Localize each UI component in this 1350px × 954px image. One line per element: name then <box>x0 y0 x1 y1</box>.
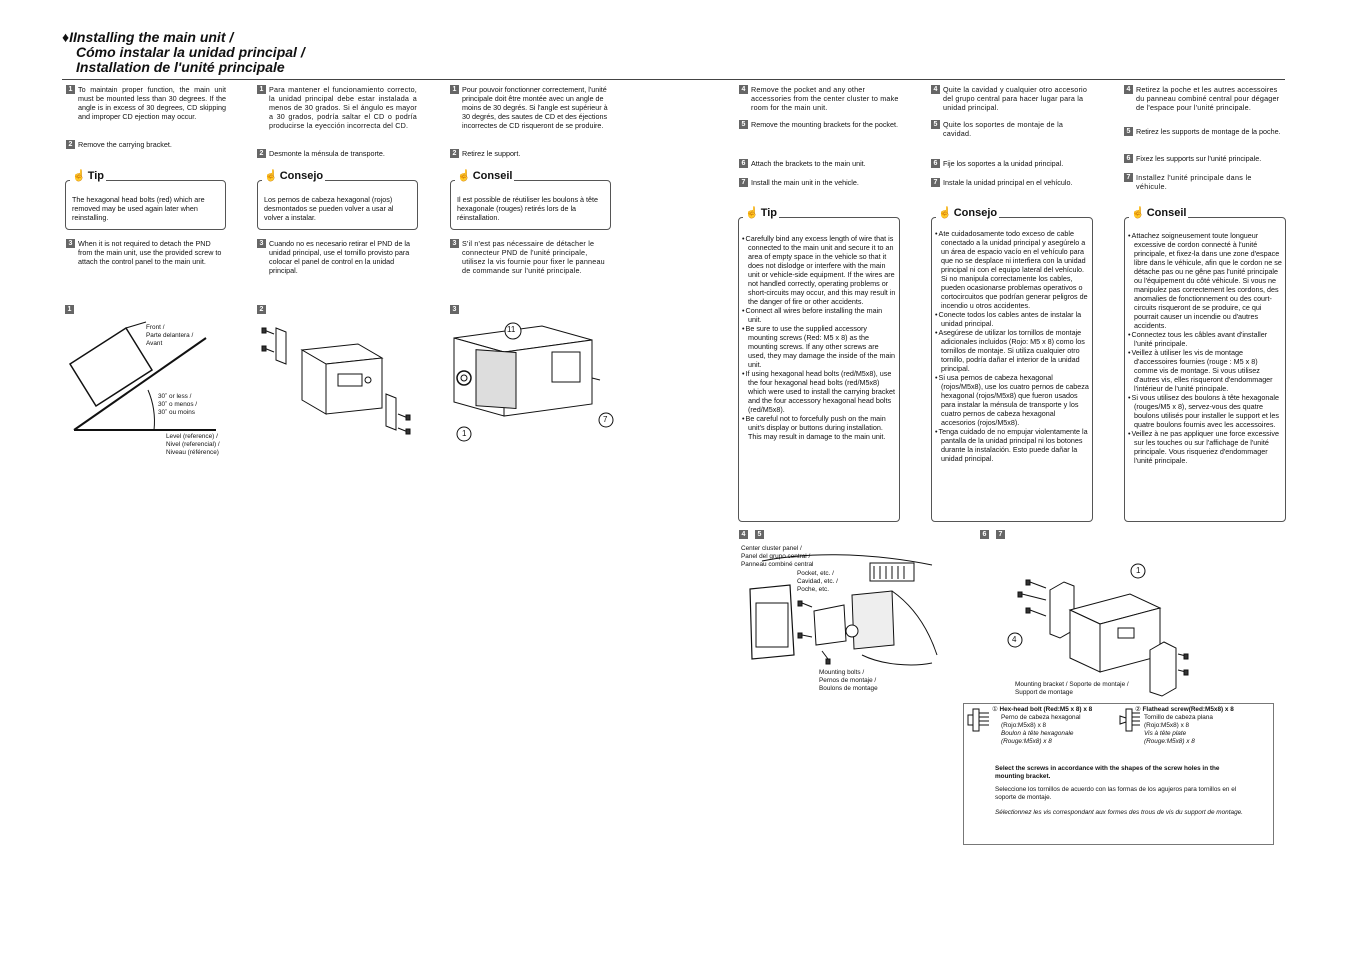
step-number: 7 <box>739 178 748 187</box>
step-text: Installez l'unité principale dans le véhicule. <box>1136 173 1252 191</box>
tip-item: • Si usa pernos de cabeza hexagonal (rojos/M5x8), use los cuatro pernos de cabeza hexagonal (rojos/M5x8) que fueron usados para instalar la ménsula de transporte y los cuatro pernos de cabeza hexagonal accesorios (rojos/M5x8). <box>935 373 1089 427</box>
tip-header: ☝ Consejo <box>938 207 998 219</box>
tip-item: • Connectez tous les câbles avant d'installer l'unité principale. <box>1128 330 1282 348</box>
step-number: 5 <box>931 120 940 129</box>
step-text: Install the main unit in the vehicle. <box>751 178 859 187</box>
step-text: Retirez la poche et les autres accessoires du panneau combiné central pour dégager de l'espace pour l'unité principale. <box>1136 85 1280 112</box>
step-6-es <box>931 159 1091 168</box>
step-number: 3 <box>66 239 75 248</box>
tip-item: • Attachez soigneusement toute longueur excessive de cordon connecté à l'unité principale, et fixez-la dans une zone d'espace libre dans le véhicule, afin que le cordon ne se détache pas ou ne gêne pas l'unité principale ou l'équipement du côté véhicule. Si vous ne manipulez pas correctement les cordons, des anomalies de fonctionnement ou des court-circuits risqueront de se produire, ce qui pourrait causer un incendie ou d'autres accidents. <box>1128 231 1282 330</box>
tip-item: • Tenga cuidado de no empujar violentamente la pantalla de la unidad principal ni los botones durante la instalación. Esto puede dañar la unidad principal. <box>935 427 1089 463</box>
step-number: 6 <box>1124 154 1133 163</box>
tip-header: ☝ Consejo <box>264 170 324 182</box>
tip-list <box>742 234 896 441</box>
step-text: Instale la unidad principal en el vehículo. <box>943 178 1073 187</box>
hand-pointer-icon: ☝ <box>1131 207 1145 219</box>
hex-bolt-text: ① Hex-head bolt (Red:M5 x 8) x 8 Perno de cabeza hexagonal (Rojo:M5x8) x 8 Boulon à tête hexagonale (Rouge:M5x8) x 8 <box>992 706 1093 745</box>
step-number: 6 <box>739 159 748 168</box>
tip-item: • Be careful not to forcefully push on the main unit's display or buttons during installation. This may result in damage to the main unit. <box>742 414 896 441</box>
step-text: Remove the pocket and any other accessories from the center cluster to make room for the main unit. <box>751 85 899 112</box>
screw-note-es: Seleccione los tornillos de acuerdo con las formas de los agujeros para tornillos en el soporte de montaje. <box>995 786 1237 801</box>
bracket-attach-diagram <box>1000 560 1200 685</box>
step-1-en <box>66 85 226 121</box>
angle-label: 30˚ or less / 30˚ o menos / 30˚ ou moins <box>158 393 198 416</box>
title-en: ♦IInstalling the main unit / <box>62 29 234 45</box>
step-number: 2 <box>66 140 75 149</box>
step-number: 7 <box>1124 173 1133 182</box>
step-text: S'il n'est pas nécessaire de détacher le connecteur PND de l'unité principale, utilisez la vis fournie pour fixer le panneau de commande sur l'unité principale. <box>462 239 605 275</box>
tip-header: ☝ Conseil <box>1131 207 1187 219</box>
step-text: Remove the mounting brackets for the pocket. <box>751 120 899 129</box>
step-text: Pour pouvoir fonctionner correctement, l'unité principale doit être montée avec un angle de moins de 30 degrés. Si l'angle est supérieur à 30 degrés, des sautes de CD et des éjections incorrectes de CD risqueront de se produire. <box>462 85 608 130</box>
step-1-fr <box>450 85 610 130</box>
step-3-fr <box>450 239 610 275</box>
figure-2-number: 2 <box>257 305 266 314</box>
marker-a: ① <box>992 706 998 713</box>
step-number: 7 <box>931 178 940 187</box>
hand-pointer-icon: ☝ <box>938 207 952 219</box>
step-text: To maintain proper function, the main unit must be mounted less than 30 degrees. If the angle is in excess of 30 degrees, CD skipping and improper CD ejection may occur. <box>78 85 226 121</box>
flathead-screw-text: ② Flathead screw(Red:M5x8) x 8 Tornillo de cabeza plana (Rojo:M5x8) x 8 Vis à tête plate (Rouge:M5x8) x 8 <box>1135 706 1234 745</box>
hand-pointer-icon: ☝ <box>745 207 759 219</box>
step-number: 1 <box>66 85 75 94</box>
tip-box-es-2 <box>931 207 1093 522</box>
step-number: 5 <box>739 120 748 129</box>
dashboard-diagram <box>742 555 942 680</box>
tip-item: • If using hexagonal head bolts (red/M5x8), use the four hexagonal head bolts (red/M5x8) which were used to install the carrying bracket and the four accessory hexagonal head bolts (red/M5x8). <box>742 369 896 414</box>
step-5-en <box>739 120 899 129</box>
hex-bolt-icon <box>967 707 991 733</box>
main-unit-diagram <box>452 318 617 443</box>
step-number: 3 <box>257 239 266 248</box>
step-number: 2 <box>450 149 459 158</box>
step-7-fr <box>1124 173 1284 191</box>
front-label: Front / Parte delantera / Avant <box>146 324 194 347</box>
step-2-es <box>257 149 417 158</box>
figure-4-number: 4 <box>739 530 748 539</box>
pocket-label: Pocket, etc. / Cavidad, etc. / Poche, etc. <box>797 570 838 593</box>
step-text: When it is not required to detach the PND from the main unit, use the provided screw to attach the control panel to the main unit. <box>78 239 222 266</box>
step-number: 5 <box>1124 127 1133 136</box>
step-4-es <box>931 85 1091 112</box>
hand-pointer-icon: ☝ <box>264 170 278 182</box>
page-title <box>62 30 305 75</box>
tip-text: Los pernos de cabeza hexagonal (rojos) desmontados se pueden volver a usar al volver a instalar. <box>264 195 394 222</box>
step-2-en <box>66 140 226 149</box>
step-1-es <box>257 85 417 130</box>
tip-item: • Be sure to use the supplied accessory mounting screws (Red: M5 x 8) as the mounting screws. If any other screws are used, they may damage the inside of the main unit. <box>742 324 896 369</box>
callout-11-label: 11 <box>507 325 516 334</box>
step-text: Quite los soportes de montaje de la cavidad. <box>943 120 1064 138</box>
step-number: 1 <box>450 85 459 94</box>
title-rule <box>62 79 1285 80</box>
tip-header: ☝ Tip <box>745 207 777 219</box>
tip-item: • Ate cuidadosamente todo exceso de cable conectado a la unidad principal y asegúrelo a un área de espacio vacío en el vehículo para que no se desplace ni interfiera con la unidad principal ni con el equipo lateral del vehículo. Si no manipula correctamente los cables, pueden ocasionarse problemas operativos o cortocircuitos que podrían generar peligros de incendio u otros accidentes. <box>935 229 1089 310</box>
step-3-es <box>257 239 417 275</box>
step-text: Retirez le support. <box>462 149 521 158</box>
callout-1-label: 1 <box>462 429 467 438</box>
figure-3-number: 3 <box>450 305 459 314</box>
tip-item: • Carefully bind any excess length of wire that is connected to the main unit and secure it to an area of empty space in the vehicle so that it does not dislodge or interfere with the main unit or vehicle-side equipment. If the wires are not handled correctly, operating problems or short-circuits may occur, and this may result in the danger of fire or other accidents. <box>742 234 896 306</box>
tip-item: • Conecte todos los cables antes de instalar la unidad principal. <box>935 310 1089 328</box>
callout-4-label: 4 <box>1012 635 1017 644</box>
step-7-en <box>739 178 899 187</box>
step-2-fr <box>450 149 610 158</box>
step-text: Retirez les supports de montage de la poche. <box>1136 127 1281 136</box>
step-text: Quite la cavidad y cualquier otro accesorio del grupo central para hacer lugar para la unidad principal. <box>943 85 1088 112</box>
step-text: Desmonte la ménsula de transporte. <box>269 149 385 158</box>
tip-box-en <box>65 170 226 230</box>
tip-text: The hexagonal head bolts (red) which are removed may be used again later when reinstalling. <box>72 195 205 222</box>
step-7-es <box>931 178 1091 187</box>
screw-note-fr: Sélectionnez les vis correspondant aux formes des trous de vis du support de montage. <box>995 809 1243 816</box>
step-text: Remove the carrying bracket. <box>78 140 172 149</box>
tip-item: • Si vous utilisez des boulons à tête hexagonale (rouges/M5 x 8), servez-vous des quatre boulons utilisés pour installer le support et les quatre boulons fournis avec les accessoires. <box>1128 393 1282 429</box>
step-3-en <box>66 239 226 266</box>
tip-item: • Connect all wires before installing the main unit. <box>742 306 896 324</box>
title-es: Cómo instalar la unidad principal / <box>76 44 305 60</box>
tip-box-fr-2 <box>1124 207 1286 522</box>
tip-text: Il est possible de réutiliser les boulons à tête hexagonale (rouges) retirés lors de la réinstallation. <box>457 195 599 222</box>
step-number: 3 <box>450 239 459 248</box>
step-number: 4 <box>1124 85 1133 94</box>
bracket-removal-diagram <box>262 318 422 438</box>
step-number: 1 <box>257 85 266 94</box>
marker-b: ② <box>1135 706 1141 713</box>
center-panel-label: Center cluster panel / Panel del grupo central / Panneau combiné central <box>741 545 814 568</box>
step-text: Para mantener el funcionamiento correcto, la unidad principal debe estar instalada a menos de 30 grados. Si el ángulo es mayor a 30 grados, podría saltar el CD o podría producirse la eyección incorrecta del CD. <box>269 85 417 130</box>
callout-1-b-label: 1 <box>1136 566 1141 575</box>
tip-box-es <box>257 170 418 230</box>
step-number: 4 <box>931 85 940 94</box>
tip-list <box>1128 231 1282 465</box>
tip-header: ☝ Conseil <box>457 170 513 182</box>
tip-box-fr <box>450 170 611 230</box>
step-5-fr <box>1124 127 1284 136</box>
tip-box-en-2 <box>738 207 900 522</box>
figure-5-number: 5 <box>755 530 764 539</box>
step-4-en <box>739 85 899 112</box>
mounting-bolts-label: Mounting bolts / Pernos de montaje / Boulons de montage <box>819 669 878 692</box>
tip-item: • Veillez à ne pas appliquer une force excessive sur les touches ou sur l'affichage de l'unité principale. Vous risqueriez d'endommager l'unité principale. <box>1128 429 1282 465</box>
step-4-fr <box>1124 85 1284 112</box>
hand-pointer-icon: ☝ <box>72 170 86 182</box>
step-number: 6 <box>931 159 940 168</box>
step-6-en <box>739 159 899 168</box>
step-5-es <box>931 120 1091 138</box>
level-label: Level (reference) / Nivel (referencial) / Niveau (référence) <box>166 433 220 456</box>
tip-header: ☝ Tip <box>72 170 104 182</box>
figure-1-number: 1 <box>65 305 74 314</box>
tip-item: • Veillez à utiliser les vis de montage d'accessoires fournies (rouge : M5 x 8) comme vis de montage. Si vous utilisez d'autres vis, elles risqueront d'endommager l'intérieur de l'unité principale. <box>1128 348 1282 393</box>
step-text: Fije los soportes a la unidad principal. <box>943 159 1064 168</box>
title-fr: Installation de l'unité principale <box>76 59 285 75</box>
figure-6-number: 6 <box>980 530 989 539</box>
step-text: Cuando no es necesario retirar el PND de la unidad principal, use el tornillo provisto para colocar el panel de control en la unidad principal. <box>269 239 411 275</box>
step-number: 4 <box>739 85 748 94</box>
mounting-bracket-label: Mounting bracket / Soporte de montaje / Support de montage <box>1015 681 1129 696</box>
figure-7-number: 7 <box>996 530 1005 539</box>
step-text: Fixez les supports sur l'unité principale. <box>1136 154 1262 163</box>
screw-note-en: Select the screws in accordance with the shapes of the screw holes in the mounting bracket. <box>995 765 1220 780</box>
tip-item: • Asegúrese de utilizar los tornillos de montaje adicionales incluidos (Rojo: M5 x 8) como los tornillos de montaje. Si utiliza cualquier otro tornillo, podría dañar el interior de la unidad principal. <box>935 328 1089 373</box>
step-6-fr <box>1124 154 1284 163</box>
tip-list <box>935 229 1089 463</box>
step-number: 2 <box>257 149 266 158</box>
step-text: Attach the brackets to the main unit. <box>751 159 866 168</box>
callout-7-label: 7 <box>603 415 608 424</box>
hand-pointer-icon: ☝ <box>457 170 471 182</box>
